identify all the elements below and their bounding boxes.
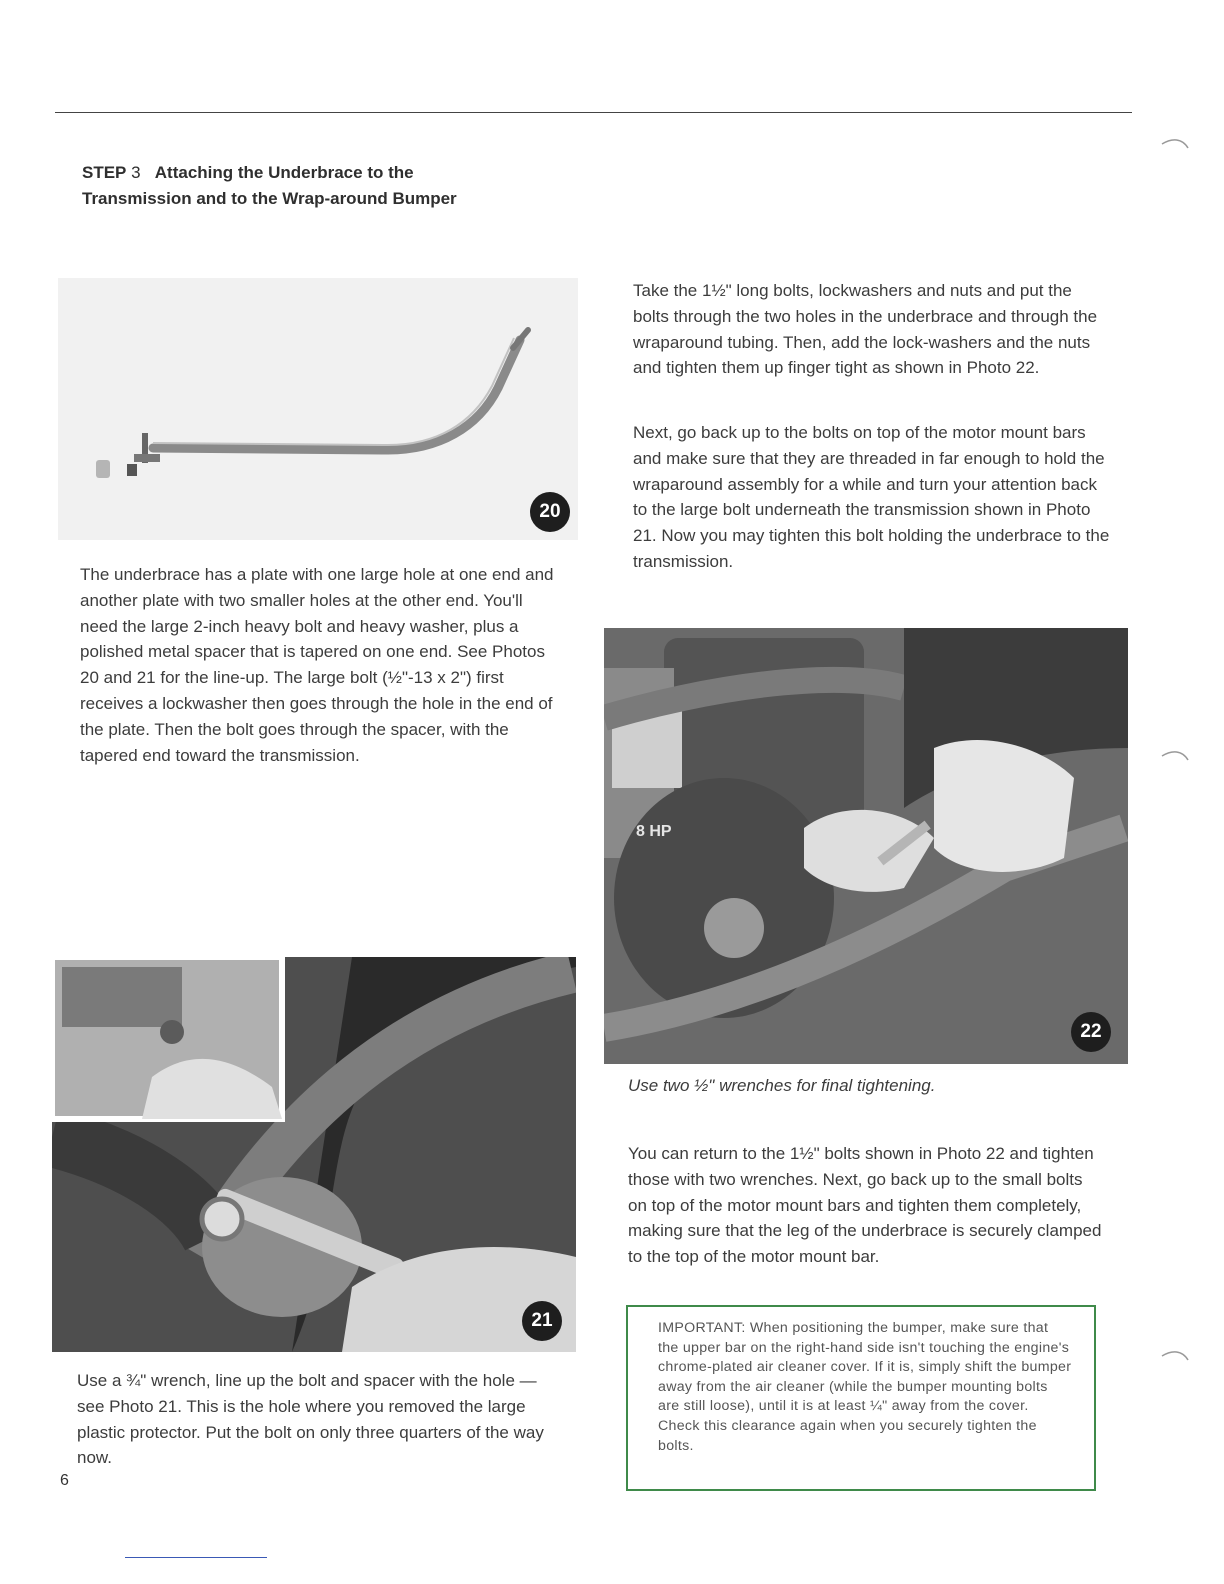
important-note-box [626, 1305, 1096, 1491]
photo-22-engine [604, 628, 1128, 1064]
left-paragraph-2: Use a ¾" wrench, line up the bolt and spacer with the hole — see Photo 21. This is the hole where you removed the large plastic protector. Put the bolt on only three quarters of the way now. [77, 1371, 544, 1468]
page-number: 6 [60, 1472, 69, 1489]
underbrace-illustration [58, 278, 578, 540]
photo-22-badge: 22 [1071, 1012, 1111, 1052]
photo-21-wrench [52, 957, 576, 1352]
step-number: 3 [131, 163, 141, 182]
left-paragraph-1: The underbrace has a plate with one large hole at one end and another plate with two smaller holes at the other end. You'll need the large 2-inch heavy bolt and heavy washer, plus a polished metal spacer that is tapered on one end. See Photos 20 and 21 for the line-up. The large bolt (½"-13 x 2") first receives a lockwasher then goes through the hole in the end of the plate. Then the bolt goes through the spacer, with the tapered end toward the transmission. [80, 565, 554, 765]
right-paragraph-2: Next, go back up to the bolts on top of the motor mount bars and make sure that they are threaded in far enough to hold the wraparound assembly for a while and turn your attention back to the large bolt underneath the transmission shown in Photo 21. Now you may tighten this bolt holding the underbrace to the transmission. [633, 423, 1110, 571]
step-label: STEP [82, 163, 127, 182]
photo-20-badge: 20 [530, 492, 570, 532]
photo-20-underbrace [58, 278, 578, 540]
binder-mark-bottom [1160, 1348, 1190, 1362]
photo-21-badge: 21 [522, 1301, 562, 1341]
header-rule [55, 112, 1132, 113]
engine-label: 8 HP [636, 823, 672, 840]
binder-mark-middle [1160, 748, 1190, 762]
step-title-line2: Transmission and to the Wrap-around Bumper [82, 189, 457, 208]
step-title-line1: Attaching the Underbrace to the [154, 163, 414, 182]
wrench-illustration [52, 957, 576, 1352]
important-note-text: IMPORTANT: When positioning the bumper, make sure that the upper bar on the right-hand side isn't touching the engine's chrome-plated air cleaner cover. If it is, simply shift the bumper away from the air cleaner (while the bumper mounting bolts are still loose), until it is at least ¼" away from the cover. Check this clearance again when you securely tighten the bolts. [658, 1320, 1072, 1454]
right-paragraph-1: Take the 1½" long bolts, lockwashers and nuts and put the bolts through the two holes in the underbrace and through the wraparound tubing. Then, add the lock-washers and the nuts and tighten them up finger tight as shown in Photo 22. [633, 281, 1098, 378]
binder-mark-top [1160, 136, 1190, 150]
right-paragraph-3: You can return to the 1½" bolts shown in Photo 22 and tighten those with two wrenches. Next, go back up to the small bolts on top of the motor mount bars and tighten them completely, making sure that the leg of the underbrace is securely clamped to the top of the motor mount bar. [628, 1144, 1102, 1267]
photo-22-caption: Use two ½" wrenches for final tightening. [628, 1076, 936, 1095]
step-heading [82, 160, 562, 212]
footer-line [125, 1557, 267, 1558]
engine-illustration [604, 628, 1128, 1064]
